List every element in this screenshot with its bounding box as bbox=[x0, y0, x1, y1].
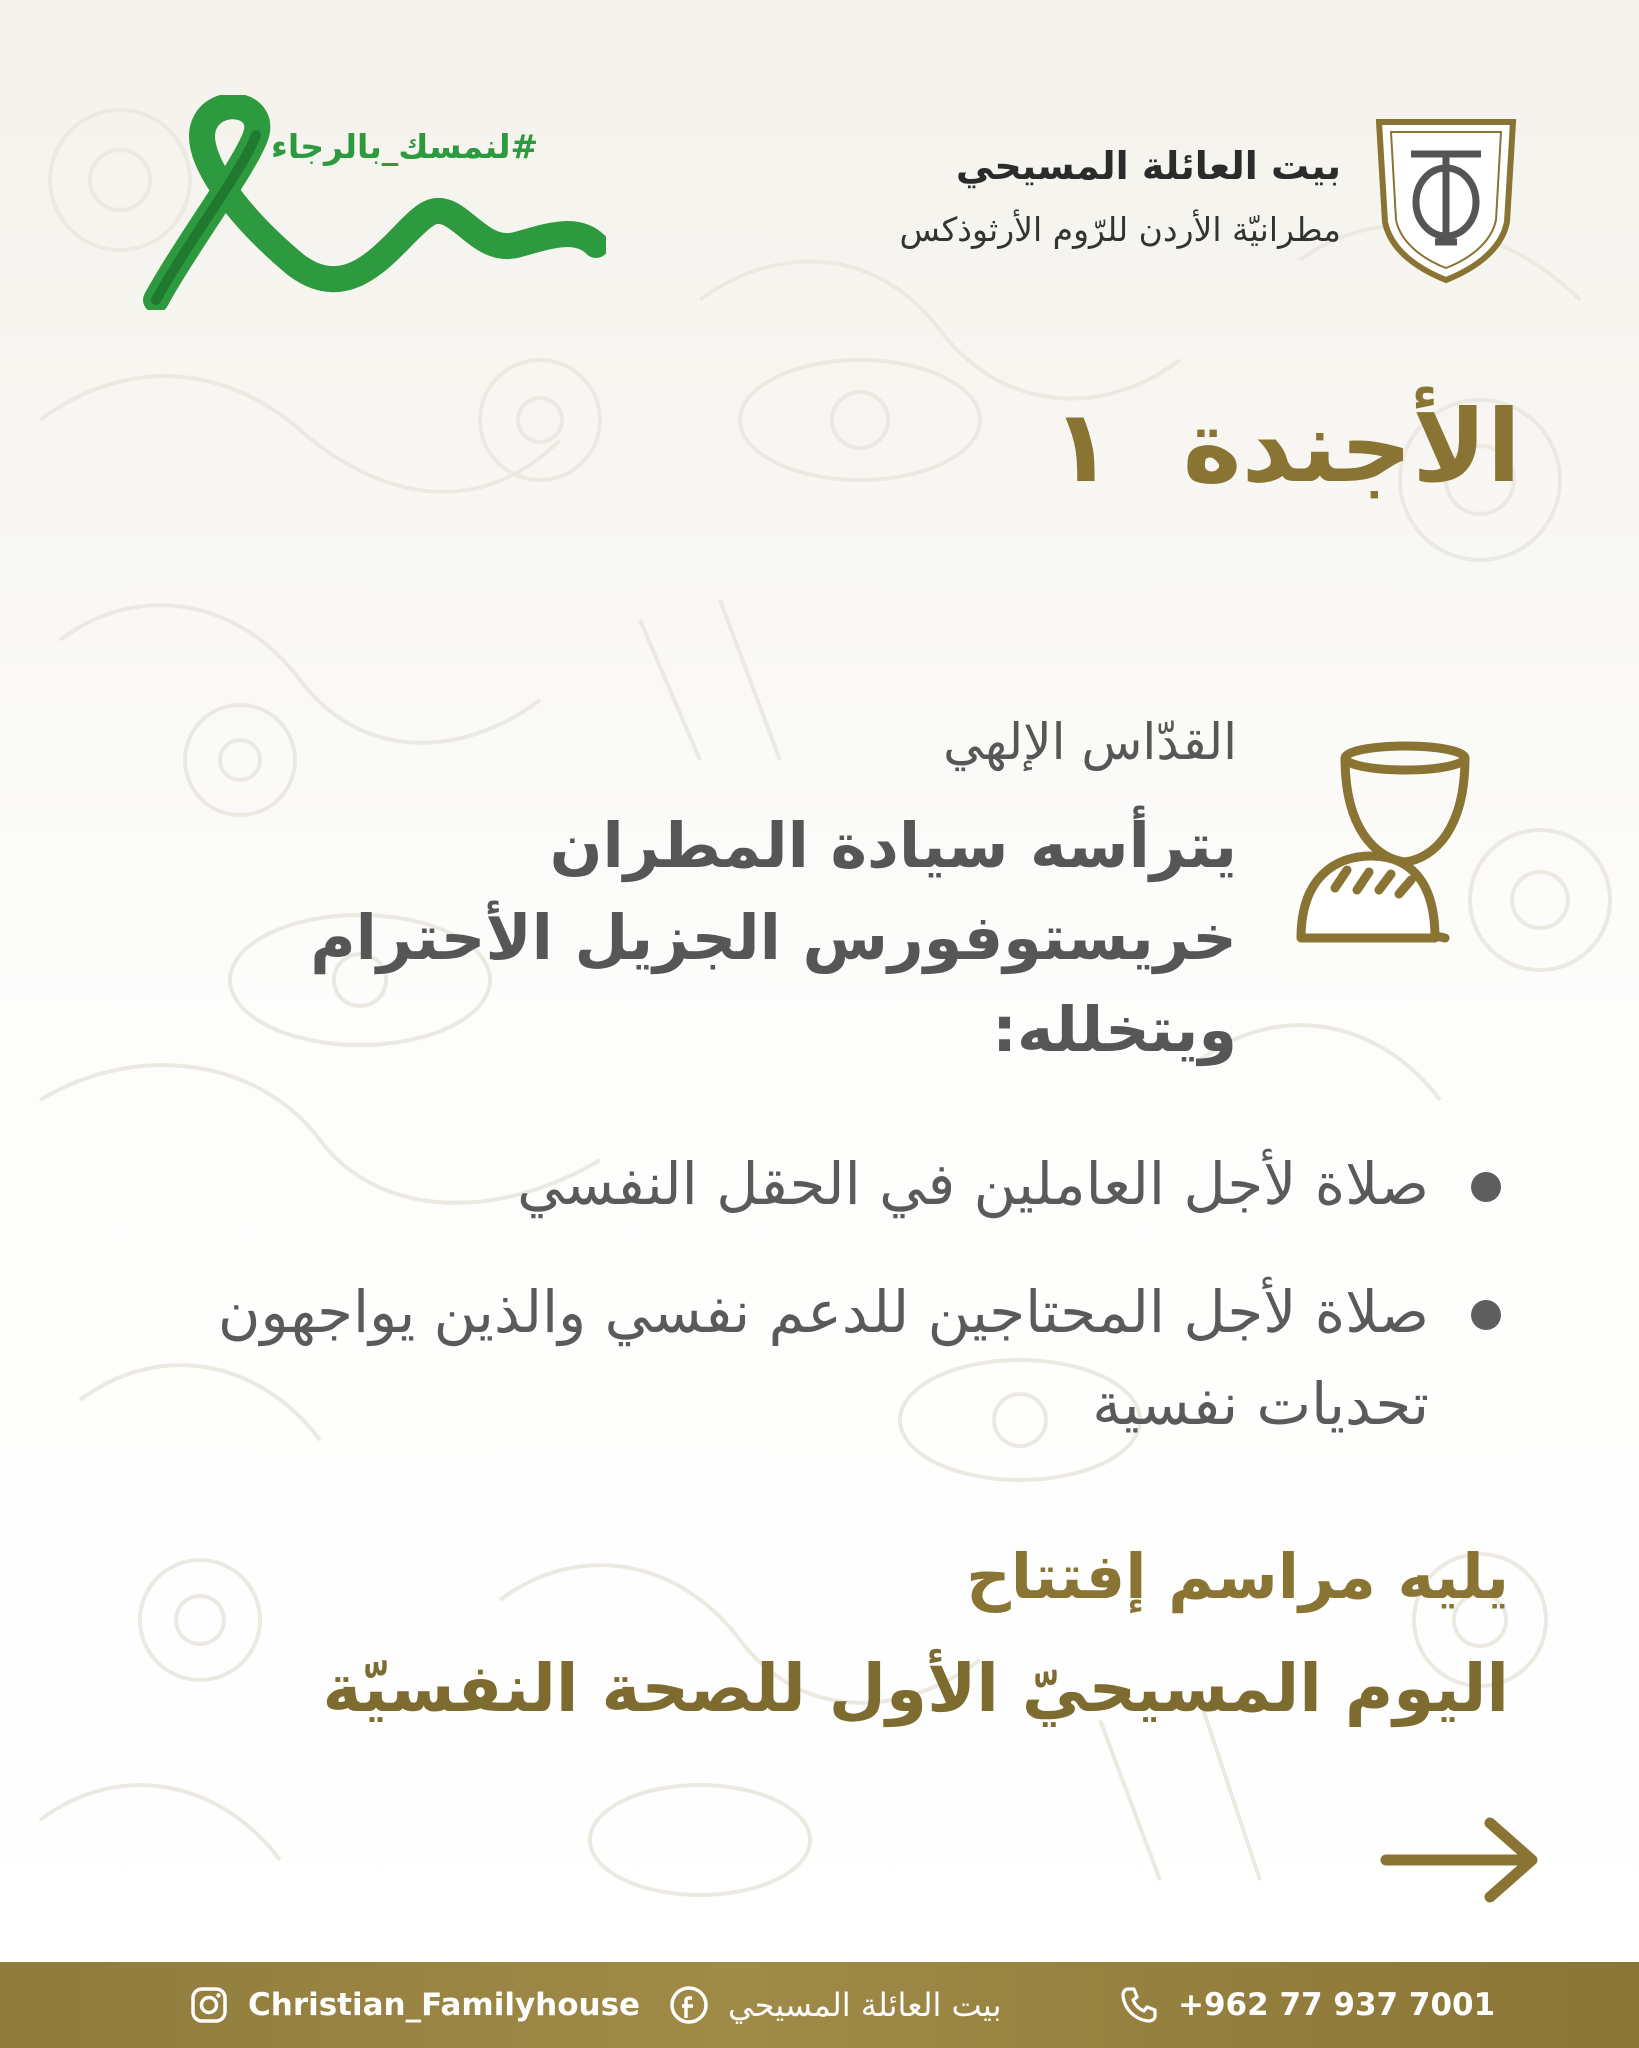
arrow-right-icon[interactable] bbox=[1380, 1815, 1542, 1905]
brand-name: بيت العائلة المسيحي bbox=[955, 144, 1341, 188]
shield-logo-icon bbox=[1371, 112, 1521, 284]
brand-subtitle: مطرانيّة الأردن للرّوم الأرثوذكس bbox=[899, 210, 1341, 249]
phone-number: +962 77 937 7001 bbox=[1178, 1987, 1496, 2023]
facebook-icon bbox=[668, 1984, 710, 2026]
follow-up-line2: اليوم المسيحيّ الأول للصحة النفسيّة bbox=[322, 1650, 1509, 1727]
facebook-page: بيت العائلة المسيحي bbox=[728, 1986, 1002, 2024]
campaign-badge bbox=[126, 95, 606, 310]
footer-phone[interactable] bbox=[1118, 1962, 1495, 2048]
footer-instagram[interactable] bbox=[188, 1962, 640, 2048]
prayers-list bbox=[161, 1138, 1501, 1486]
follow-up-line1: يليه مراسم إفتتاح bbox=[966, 1540, 1509, 1613]
agenda-title bbox=[1052, 388, 1521, 505]
prayer-text: صلاة لأجل المحتاجين للدعم نفسي والذين يواجهون تحديات نفسية bbox=[217, 1278, 1429, 1438]
agenda-number: ١ bbox=[1051, 388, 1113, 505]
prayer-text: صلاة لأجل العاملين في الحقل النفسي bbox=[517, 1150, 1429, 1218]
bullet-icon bbox=[1471, 1172, 1501, 1202]
footer-bar bbox=[0, 1962, 1639, 2048]
brand-header bbox=[761, 112, 1521, 292]
phone-icon bbox=[1118, 1984, 1160, 2026]
list-item bbox=[161, 1138, 1501, 1230]
instagram-handle: Christian_Familyhouse bbox=[248, 1987, 641, 2023]
footer-facebook[interactable] bbox=[668, 1962, 1001, 2048]
instagram-icon bbox=[188, 1984, 230, 2026]
liturgy-description: يترأسه سيادة المطران خريستوفورس الجزيل الأحترام ويتخلله: bbox=[310, 809, 1237, 1066]
bullet-icon bbox=[1471, 1300, 1501, 1330]
agenda-title-text: الأجندة bbox=[1182, 388, 1521, 505]
liturgy-label: القدّاس الإلهي bbox=[943, 713, 1237, 771]
list-item bbox=[161, 1266, 1501, 1450]
campaign-hashtag: #لنمسك_بالرجاء bbox=[271, 127, 539, 166]
chalice-bread-icon bbox=[1295, 738, 1485, 950]
